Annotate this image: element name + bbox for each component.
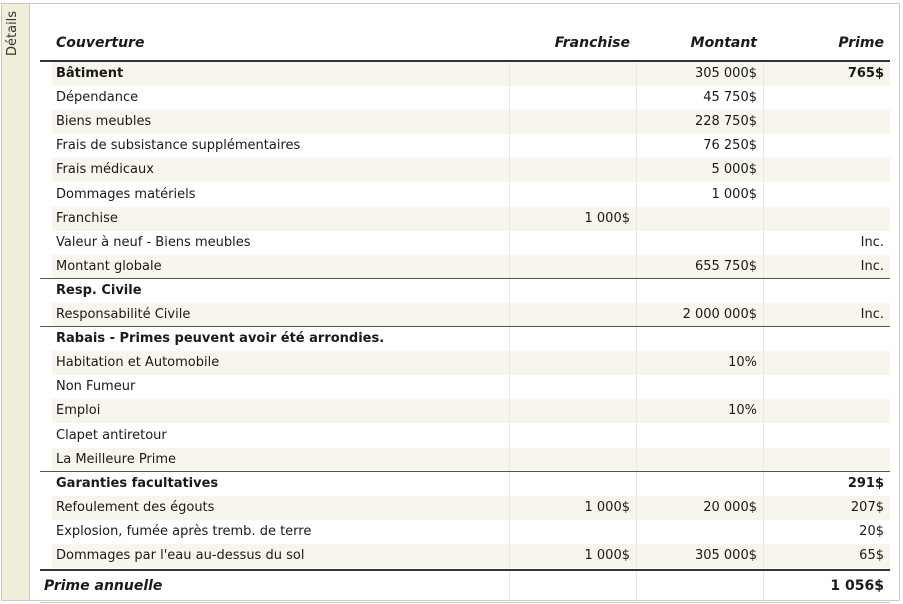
row-indent: [40, 496, 52, 520]
total-label: Prime annuelle: [44, 578, 163, 595]
row-premium: Inc.: [763, 255, 890, 279]
row-premium: [763, 351, 890, 375]
table-row: [40, 62, 890, 86]
row-coverage-label: Emploi: [56, 403, 101, 419]
row-premium: [763, 448, 890, 472]
row-amount: [636, 448, 763, 472]
side-tab-label: Détails: [5, 10, 20, 56]
row-premium: [763, 158, 890, 182]
row-indent: [40, 375, 52, 399]
row-premium: [763, 110, 890, 134]
row-deductible: [509, 134, 636, 158]
row-deductible: [509, 183, 636, 207]
coverage-table: [40, 14, 890, 594]
row-coverage-label: La Meilleure Prime: [56, 451, 177, 467]
row-coverage-label: Resp. Civile: [56, 282, 142, 298]
row-deductible: [509, 231, 636, 255]
row-coverage-label: Frais médicaux: [56, 162, 154, 178]
row-premium: 291$: [763, 472, 890, 496]
row-coverage-label: Biens meubles: [56, 114, 152, 130]
row-indent: [40, 207, 52, 231]
row-deductible: [509, 399, 636, 423]
row-coverage-label: Dépendance: [56, 90, 139, 106]
row-deductible: [509, 158, 636, 182]
row-deductible: [509, 279, 636, 303]
row-deductible: [509, 110, 636, 134]
row-premium: [763, 424, 890, 448]
table-row: [40, 303, 890, 327]
row-deductible: [509, 424, 636, 448]
total-amount: [636, 571, 763, 601]
row-coverage-label: Responsabilité Civile: [56, 307, 191, 322]
row-amount: [636, 375, 763, 399]
row-premium: [763, 279, 890, 303]
table-row: [40, 375, 890, 399]
table-bottom-border: [40, 602, 890, 603]
row-indent: [40, 327, 52, 351]
row-amount: 305 000$: [636, 62, 763, 86]
table-row: [40, 231, 890, 255]
row-premium: 65$: [763, 544, 890, 568]
row-indent: [40, 424, 52, 448]
row-deductible: 1 000$: [509, 544, 636, 568]
total-deductible: [509, 571, 636, 601]
table-row: [40, 399, 890, 423]
row-premium: Inc.: [763, 231, 890, 255]
row-indent: [40, 158, 52, 182]
row-indent: [40, 110, 52, 134]
section-divider: [40, 471, 890, 472]
row-premium: [763, 399, 890, 423]
row-premium: 20$: [763, 520, 890, 544]
row-premium: [763, 183, 890, 207]
row-indent: [40, 399, 52, 423]
row-premium: [763, 134, 890, 158]
row-deductible: [509, 86, 636, 110]
row-indent: [40, 86, 52, 110]
row-coverage-label: Garanties facultatives: [56, 475, 219, 491]
row-amount: [636, 424, 763, 448]
table-row: [40, 255, 890, 279]
row-amount: [636, 520, 763, 544]
table-row: [40, 351, 890, 375]
row-premium: 207$: [763, 496, 890, 520]
row-coverage-label: Non Fumeur: [56, 379, 136, 395]
table-row: [40, 448, 890, 472]
row-indent: [40, 303, 52, 327]
row-deductible: [509, 303, 636, 327]
row-coverage-label: Dommages matériels: [56, 186, 196, 202]
table-row: [40, 207, 890, 231]
row-indent: [40, 520, 52, 544]
row-coverage-label: Habitation et Automobile: [56, 355, 220, 371]
table-row: [40, 134, 890, 158]
row-amount: 228 750$: [636, 110, 763, 134]
row-premium: [763, 86, 890, 110]
row-indent: [40, 255, 52, 279]
row-amount: [636, 327, 763, 351]
table-row: [40, 327, 890, 351]
row-amount: 1 000$: [636, 183, 763, 207]
table-row: [40, 110, 890, 134]
row-indent: [40, 62, 52, 86]
table-row: [40, 158, 890, 182]
row-deductible: [509, 255, 636, 279]
row-amount: 10%: [636, 351, 763, 375]
row-coverage-label: Explosion, fumée après tremb. de terre: [56, 523, 312, 539]
table-row: [40, 472, 890, 496]
details-panel: [1, 3, 900, 601]
row-premium: Inc.: [763, 303, 890, 327]
table-row: [40, 520, 890, 544]
row-indent: [40, 544, 52, 568]
row-amount: 5 000$: [636, 158, 763, 182]
row-deductible: [509, 472, 636, 496]
section-divider: [40, 326, 890, 327]
table-row: [40, 279, 890, 303]
row-amount: [636, 231, 763, 255]
row-indent: [40, 351, 52, 375]
row-amount: [636, 279, 763, 303]
row-deductible: [509, 375, 636, 399]
row-coverage-label: Valeur à neuf - Biens meubles: [56, 234, 251, 250]
table-row: [40, 183, 890, 207]
row-coverage-label: Montant globale: [56, 258, 162, 274]
header-coverage: Couverture: [56, 35, 145, 51]
row-deductible: [509, 351, 636, 375]
details-side-tab[interactable]: [2, 4, 30, 600]
total-row: [40, 571, 890, 601]
row-amount: 76 250$: [636, 134, 763, 158]
row-premium: 765$: [763, 62, 890, 86]
table-row: [40, 86, 890, 110]
row-deductible: [509, 327, 636, 351]
row-coverage-label: Bâtiment: [56, 66, 124, 81]
row-indent: [40, 448, 52, 472]
table-row: [40, 424, 890, 448]
row-coverage-label: Refoulement des égouts: [56, 499, 215, 515]
row-indent: [40, 279, 52, 303]
table-header: [40, 28, 890, 58]
row-amount: 10%: [636, 399, 763, 423]
row-amount: [636, 472, 763, 496]
table-row: [40, 544, 890, 568]
header-deductible: Franchise: [554, 35, 630, 51]
row-amount: 2 000 000$: [636, 303, 763, 327]
row-deductible: [509, 520, 636, 544]
row-indent: [40, 231, 52, 255]
row-amount: [636, 207, 763, 231]
row-deductible: 1 000$: [509, 496, 636, 520]
header-premium: Prime: [838, 35, 884, 51]
row-amount: 45 750$: [636, 86, 763, 110]
section-divider: [40, 278, 890, 279]
table-row: [40, 496, 890, 520]
row-indent: [40, 472, 52, 496]
row-premium: [763, 327, 890, 351]
row-coverage-label: Clapet antiretour: [56, 427, 167, 443]
row-coverage-label: Rabais - Primes peuvent avoir été arrondies.: [56, 331, 385, 347]
total-premium: 1 056$: [763, 571, 890, 601]
row-indent: [40, 183, 52, 207]
row-amount: 20 000$: [636, 496, 763, 520]
row-amount: 305 000$: [636, 544, 763, 568]
row-premium: [763, 207, 890, 231]
header-amount: Montant: [690, 35, 757, 51]
row-premium: [763, 375, 890, 399]
row-amount: 655 750$: [636, 255, 763, 279]
row-coverage-label: Dommages par l'eau au-dessus du sol: [56, 548, 305, 563]
row-deductible: [509, 448, 636, 472]
row-deductible: 1 000$: [509, 207, 636, 231]
row-coverage-label: Frais de subsistance supplémentaires: [56, 138, 301, 154]
row-deductible: [509, 62, 636, 86]
row-indent: [40, 134, 52, 158]
row-coverage-label: Franchise: [56, 210, 118, 226]
